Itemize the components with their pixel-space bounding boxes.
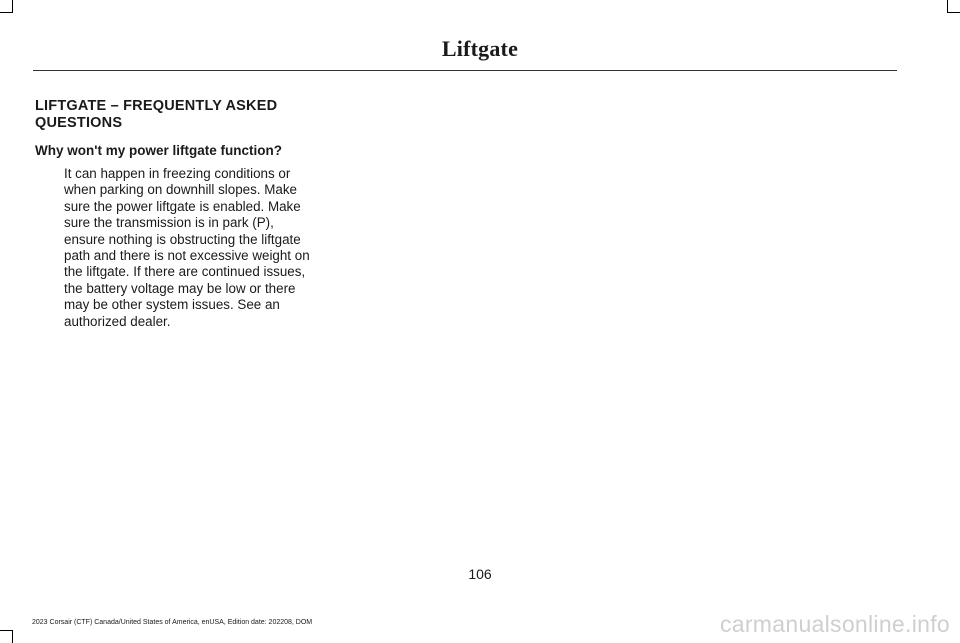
faq-answer: It can happen in freezing conditions or when parking on downhill slopes. Make sure the power liftgate is enabled. Make sure the transmission is in park (P), ensure nothing is obstructing the liftgate path and there is not excessive weight on the liftgate. If there are continued issues, the battery voltage may be low or there may be other system issues. See an authorized dealer. bbox=[64, 166, 310, 329]
page-number: 106 bbox=[468, 566, 492, 582]
crop-mark-top-left-vertical bbox=[12, 0, 13, 13]
crop-mark-top-right-horizontal bbox=[947, 12, 960, 13]
crop-mark-top-right-vertical bbox=[947, 0, 948, 13]
crop-mark-bottom-left-vertical bbox=[12, 630, 13, 643]
header-divider bbox=[33, 70, 897, 71]
footer-edition-info: 2023 Corsair (CTF) Canada/United States of America, enUSA, Edition date: 202208, DOM bbox=[32, 619, 313, 626]
page-title: Liftgate bbox=[441, 36, 519, 61]
watermark: carmanualsonline.info bbox=[719, 611, 950, 637]
section-heading: LIFTGATE – FREQUENTLY ASKED QUESTIONS bbox=[35, 98, 278, 131]
faq-question: Why won't my power liftgate function? bbox=[35, 143, 282, 158]
